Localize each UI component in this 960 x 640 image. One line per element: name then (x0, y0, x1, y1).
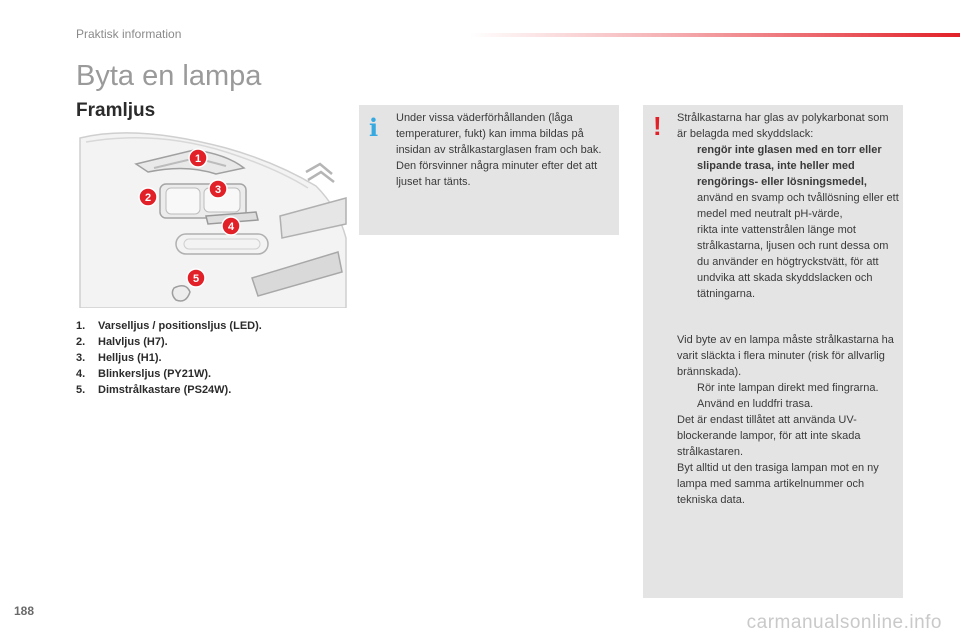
list-item: 4. Blinkersljus (PY21W). (76, 368, 212, 380)
callout-number: 3 (214, 184, 222, 196)
callout-number: 4 (227, 221, 235, 233)
section-title: Framljus (76, 100, 156, 121)
warning-text (677, 110, 899, 508)
warning-bullet: rikta inte vattenstrålen länge mot strålkastarna, ljusen och runt dessa om du använder en högtryckstvätt, för att undvika att skada skyddslacken och tätningarna. (697, 224, 889, 300)
callout-1 (189, 149, 207, 167)
watermark: carmanualsonline.info (746, 612, 942, 633)
list-item: 3. Helljus (H1). (76, 352, 162, 364)
callout-5 (187, 269, 205, 287)
warning-paragraph: Det är endast tillåtet att använda UV-blockerande lampor, för att inte skada strålkastaren. (677, 414, 861, 458)
list-item: 2. Halvljus (H7). (76, 336, 168, 348)
callout-number: 2 (144, 192, 152, 204)
warning-bullet: rengör inte glasen med en torr eller slipande trasa, inte heller med rengörings- eller lösningsmedel, (697, 144, 882, 188)
section-header: Praktisk information (76, 27, 182, 41)
callout-3 (209, 180, 227, 198)
callout-2 (139, 188, 157, 206)
page-title: Byta en lampa (76, 60, 262, 92)
info-icon: i (369, 113, 379, 142)
headlight-illustration (76, 128, 348, 308)
callout-4 (222, 217, 240, 235)
warning-bullet: Rör inte lampan direkt med fingrarna. Använd en luddfri trasa. (697, 382, 879, 410)
warning-paragraph: Vid byte av en lampa måste strålkastarna ha varit släckta i flera minuter (risk för allvarlig brännskada). (677, 334, 894, 378)
list-item: 5. Dimstrålkastare (PS24W). (76, 384, 232, 396)
parts-list (76, 318, 262, 398)
low-beam-lens (166, 188, 200, 214)
warning-icon: ! (653, 111, 662, 141)
warning-box (643, 105, 903, 598)
info-box (359, 105, 619, 235)
header-accent-bar (470, 33, 960, 37)
info-text: Under vissa väderförhållanden (låga temperaturer, fukt) kan imma bildas på insidan av strålkastarglasen fram och bak. Den försvinner några minuter efter det att ljuset har tänts. (396, 112, 602, 188)
warning-paragraph: Byt alltid ut den trasiga lampan mot en ny lampa med samma artikelnummer och tekniska data. (677, 462, 879, 506)
warning-bullet: använd en svamp och tvållösning eller ett medel med neutralt pH-värde, (697, 192, 899, 220)
car-front-drawing (76, 128, 348, 308)
list-item: 1. Varselljus / positionsljus (LED). (76, 320, 262, 332)
callout-number: 1 (194, 153, 202, 165)
warning-intro: Strålkastarna har glas av polykarbonat som är belagda med skyddslack: (677, 112, 889, 140)
callout-number: 5 (192, 273, 200, 285)
page-number: 188 (14, 604, 35, 618)
brand-chevrons (306, 164, 334, 182)
